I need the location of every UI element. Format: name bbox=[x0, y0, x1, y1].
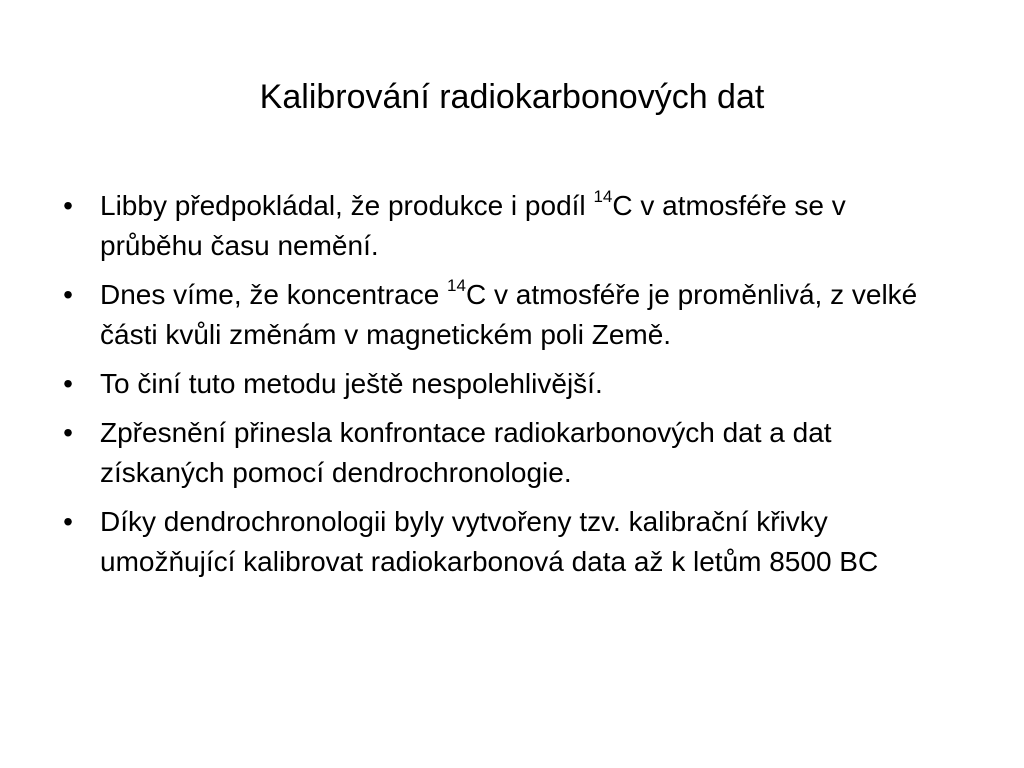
isotope-superscript: 14 bbox=[447, 275, 466, 295]
bullet-list bbox=[56, 186, 956, 591]
bullet-text bbox=[100, 186, 846, 261]
bullet-dot-icon: • bbox=[63, 190, 73, 221]
bullet-text: Zpřesnění přinesla konfrontace radiokarbonových dat a dat získaných pomocí dendrochronologie. bbox=[100, 417, 832, 488]
bullet-item bbox=[56, 413, 956, 493]
bullet-item bbox=[56, 364, 956, 404]
isotope-superscript: 14 bbox=[593, 186, 613, 206]
bullet-dot-icon: • bbox=[63, 506, 73, 537]
bullet-text bbox=[100, 275, 918, 350]
bullet-dot-icon: • bbox=[63, 279, 73, 310]
bullet-text: Díky dendrochronologii byly vytvořeny tzv. kalibrační křivky umožňující kalibrovat radiokarbonová data až k letům 8500 BC bbox=[100, 506, 879, 577]
bullet-dot-icon: • bbox=[63, 417, 73, 448]
bullet-text-part: Libby předpokládal, že produkce i podíl bbox=[100, 190, 594, 221]
slide-title: Kalibrování radiokarbonových dat bbox=[259, 78, 765, 116]
bullet-text-part: C v atmosféře se v průběhu času nemění. bbox=[100, 190, 846, 261]
bullet-dot-icon: • bbox=[63, 368, 73, 399]
bullet-item bbox=[56, 275, 956, 355]
bullet-item bbox=[56, 186, 956, 266]
bullet-text-part: Dnes víme, že koncentrace bbox=[100, 279, 448, 310]
bullet-text-part: C v atmosféře je proměnlivá, z velké části kvůli změnám v magnetickém poli Země. bbox=[100, 279, 918, 350]
bullet-item bbox=[56, 502, 956, 582]
bullet-text: To činí tuto metodu ještě nespolehlivější. bbox=[100, 368, 603, 399]
